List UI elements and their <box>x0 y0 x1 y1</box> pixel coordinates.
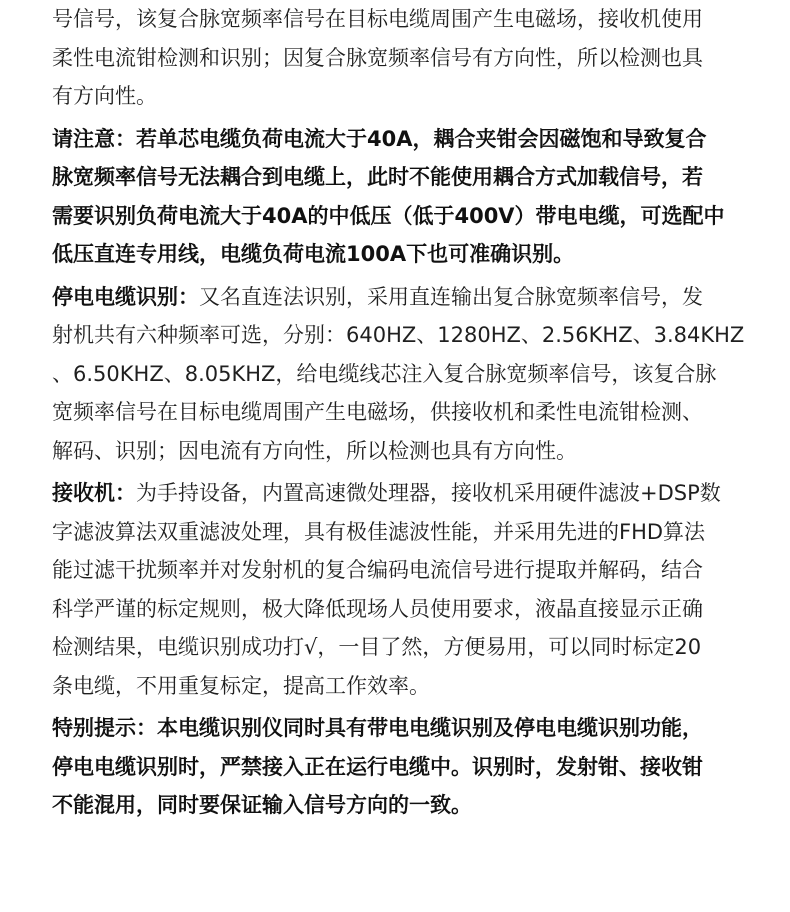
text-line <box>52 120 752 159</box>
bold-text: 脉宽频率信号无法耦合到电缆上，此时不能使用耦合方式加载信号，若 <box>52 165 703 189</box>
body-text: 能过滤干扰频率并对发射机的复合编码电流信号进行提取并解码，结合 <box>52 558 703 582</box>
bold-text: 需要识别负荷电流大于40A的中低压（低于400V）带电电缆，可选配中 <box>52 203 725 228</box>
text-line <box>52 39 752 78</box>
text-line <box>52 551 752 590</box>
body-text: 柔性电流钳检测和识别；因复合脉宽频率信号有方向性，所以检测也具 <box>52 45 703 70</box>
text-line <box>52 355 752 394</box>
text-line <box>52 393 752 432</box>
paragraph-notice <box>52 120 752 274</box>
text-line <box>52 432 752 471</box>
text-line <box>52 316 752 355</box>
section-heading: 接收机： <box>52 481 136 505</box>
text-line <box>52 235 752 274</box>
body-text: 字滤波算法双重滤波处理，具有极佳滤波性能，并采用先进的FHD算法 <box>52 519 706 544</box>
text-line <box>52 667 752 706</box>
body-text: 射机共有六种频率可选，分别：640HZ、1280HZ、2.56KHZ、3.84KHZ <box>52 323 745 347</box>
text-line <box>52 590 752 629</box>
text-line <box>52 474 752 513</box>
body-text: 宽频率信号在目标电缆周围产生电磁场，供接收机和柔性电流钳检测、 <box>52 400 703 424</box>
text-line <box>52 197 752 236</box>
body-text: 检测结果，电缆识别成功打√，一目了然，方便易用，可以同时标定20 <box>52 635 702 659</box>
text-line <box>52 786 752 825</box>
body-text: 、6.50KHZ、8.05KHZ，给电缆线芯注入复合脉宽频率信号，该复合脉 <box>52 361 717 386</box>
text-line <box>52 278 752 317</box>
body-text: 科学严谨的标定规则，极大降低现场人员使用要求，液晶直接显示正确 <box>52 596 703 621</box>
paragraph-special-tip <box>52 709 752 825</box>
bold-text: 不能混用，同时要保证输入信号方向的一致。 <box>52 793 472 817</box>
body-text: 有方向性。 <box>52 84 157 108</box>
bold-text: 低压直连专用线，电缆负荷电流100A下也可准确识别。 <box>52 242 575 266</box>
paragraph-dead-cable-identification <box>52 278 752 471</box>
text-line <box>52 628 752 667</box>
body-text: 又名直连法识别，采用直连输出复合脉宽频率信号，发 <box>199 284 703 309</box>
text-line <box>52 709 752 748</box>
text-line <box>52 513 752 552</box>
document-body <box>52 0 752 825</box>
text-line <box>52 748 752 787</box>
text-line <box>52 77 752 116</box>
body-text: 条电缆，不用重复标定，提高工作效率。 <box>52 673 430 698</box>
text-line <box>52 0 752 39</box>
bold-text: 特别提示：本电缆识别仪同时具有带电电缆识别及停电电缆识别功能， <box>52 716 703 740</box>
paragraph-receiver <box>52 474 752 705</box>
section-heading: 停电电缆识别： <box>52 284 199 309</box>
body-text: 解码、识别；因电流有方向性，所以检测也具有方向性。 <box>52 438 577 463</box>
paragraph-coupling-method-continued <box>52 0 752 116</box>
bold-text: 停电电缆识别时，严禁接入正在运行电缆中。识别时，发射钳、接收钳 <box>52 754 703 779</box>
bold-text: 请注意：若单芯电缆负荷电流大于40A，耦合夹钳会因磁饱和导致复合 <box>52 126 707 151</box>
body-text: 为手持设备，内置高速微处理器，接收机采用硬件滤波+DSP数 <box>136 481 721 505</box>
text-line <box>52 158 752 197</box>
body-text: 号信号，该复合脉宽频率信号在目标电缆周围产生电磁场，接收机使用 <box>52 7 703 31</box>
